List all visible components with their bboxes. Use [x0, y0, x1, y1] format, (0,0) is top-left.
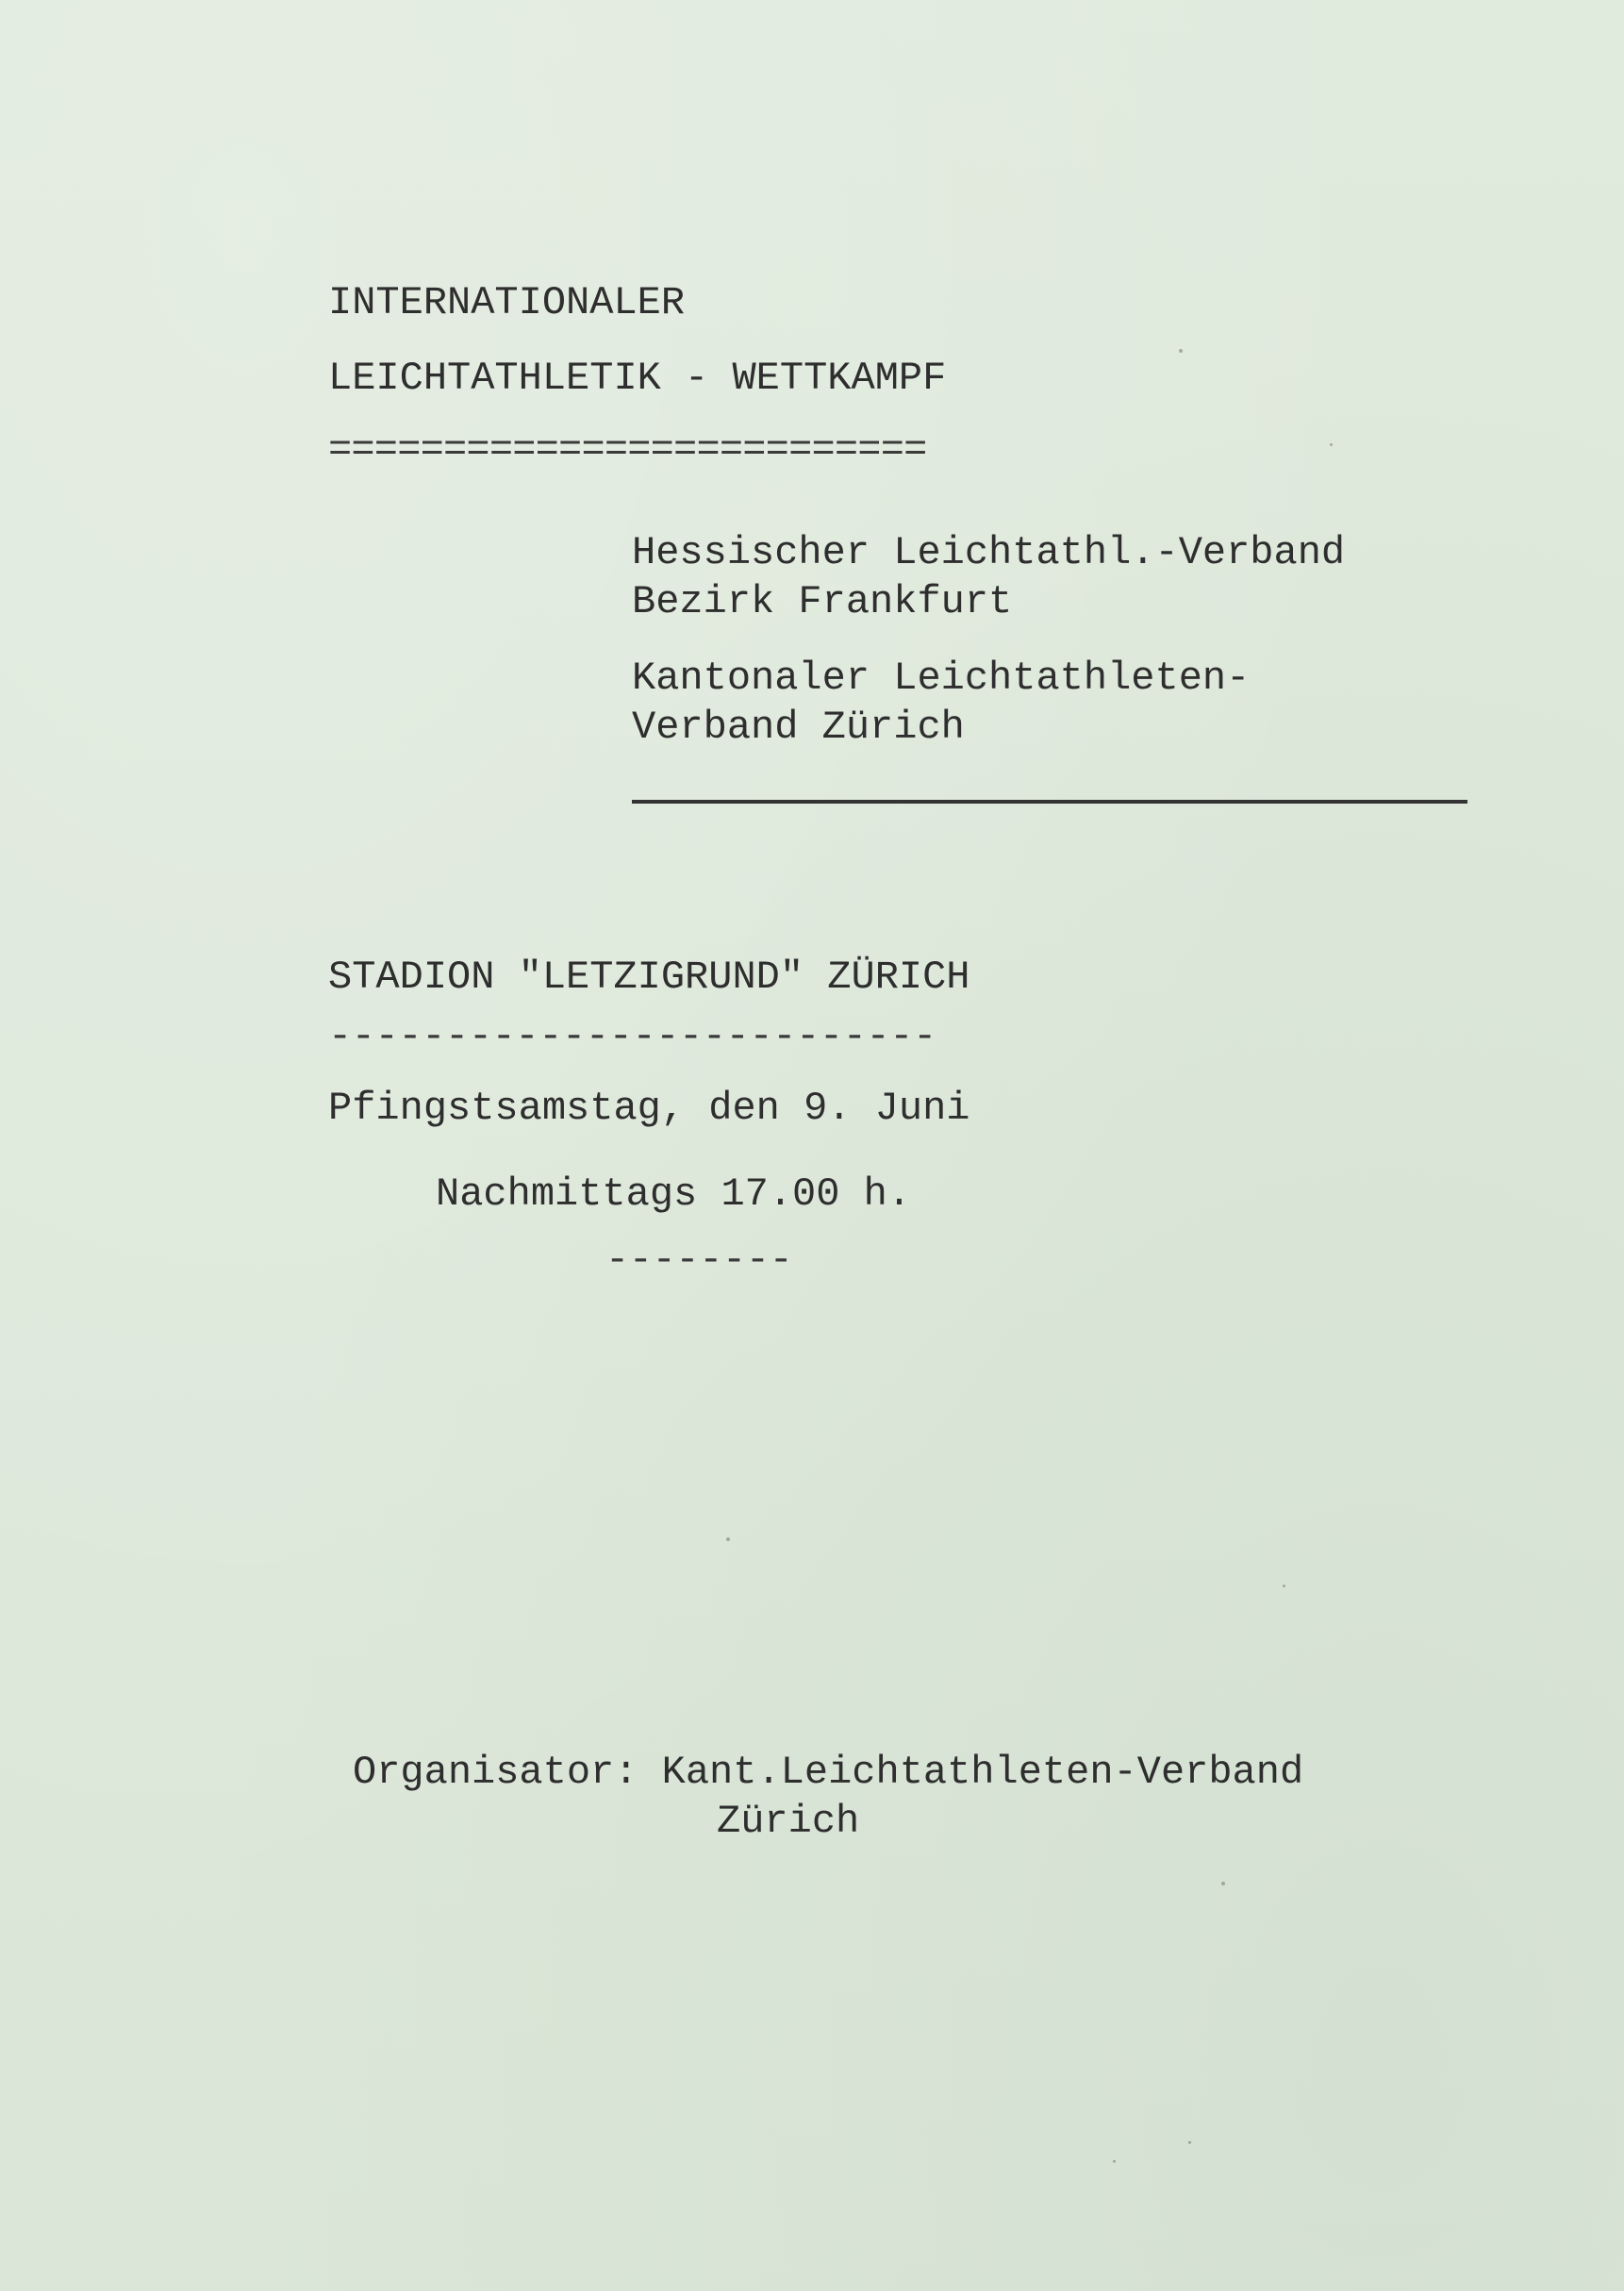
title-line-2: LEICHTATHLETIK - WETTKAMPF	[328, 356, 947, 401]
hessen-association-line-1: Hessischer Leichtathl.-Verband	[632, 530, 1346, 575]
zurich-association-line-1: Kantonaler Leichtathleten-	[632, 656, 1251, 701]
zurich-association-line-2: Verband Zürich	[632, 705, 965, 750]
paper-speck	[1283, 1585, 1285, 1587]
title-line-1: INTERNATIONALER	[328, 280, 686, 325]
organizer-line-2: Zürich	[717, 1799, 860, 1844]
paper-speck	[1188, 2141, 1191, 2144]
event-time: Nachmittags 17.00 h.	[436, 1171, 912, 1217]
paper-speck	[1113, 2160, 1116, 2163]
associations-underline	[632, 800, 1467, 804]
paper-speck	[726, 1537, 730, 1541]
hessen-association-line-2: Bezirk Frankfurt	[632, 579, 1013, 624]
stadium-heading: STADION "LETZIGRUND" ZÜRICH	[328, 955, 970, 1000]
paper-speck	[1179, 349, 1183, 353]
paper-speck	[1221, 1882, 1225, 1885]
stadium-dash-rule: --------------------------	[328, 1017, 936, 1056]
event-date: Pfingstsamstag, den 9. Juni	[328, 1086, 970, 1131]
title-double-rule: ==========================	[328, 430, 927, 470]
paper-speck	[1330, 443, 1333, 446]
organizer-line-1: Organisator: Kant.Leichtathleten-Verband	[353, 1750, 1304, 1795]
time-short-rule: --------	[605, 1240, 793, 1280]
